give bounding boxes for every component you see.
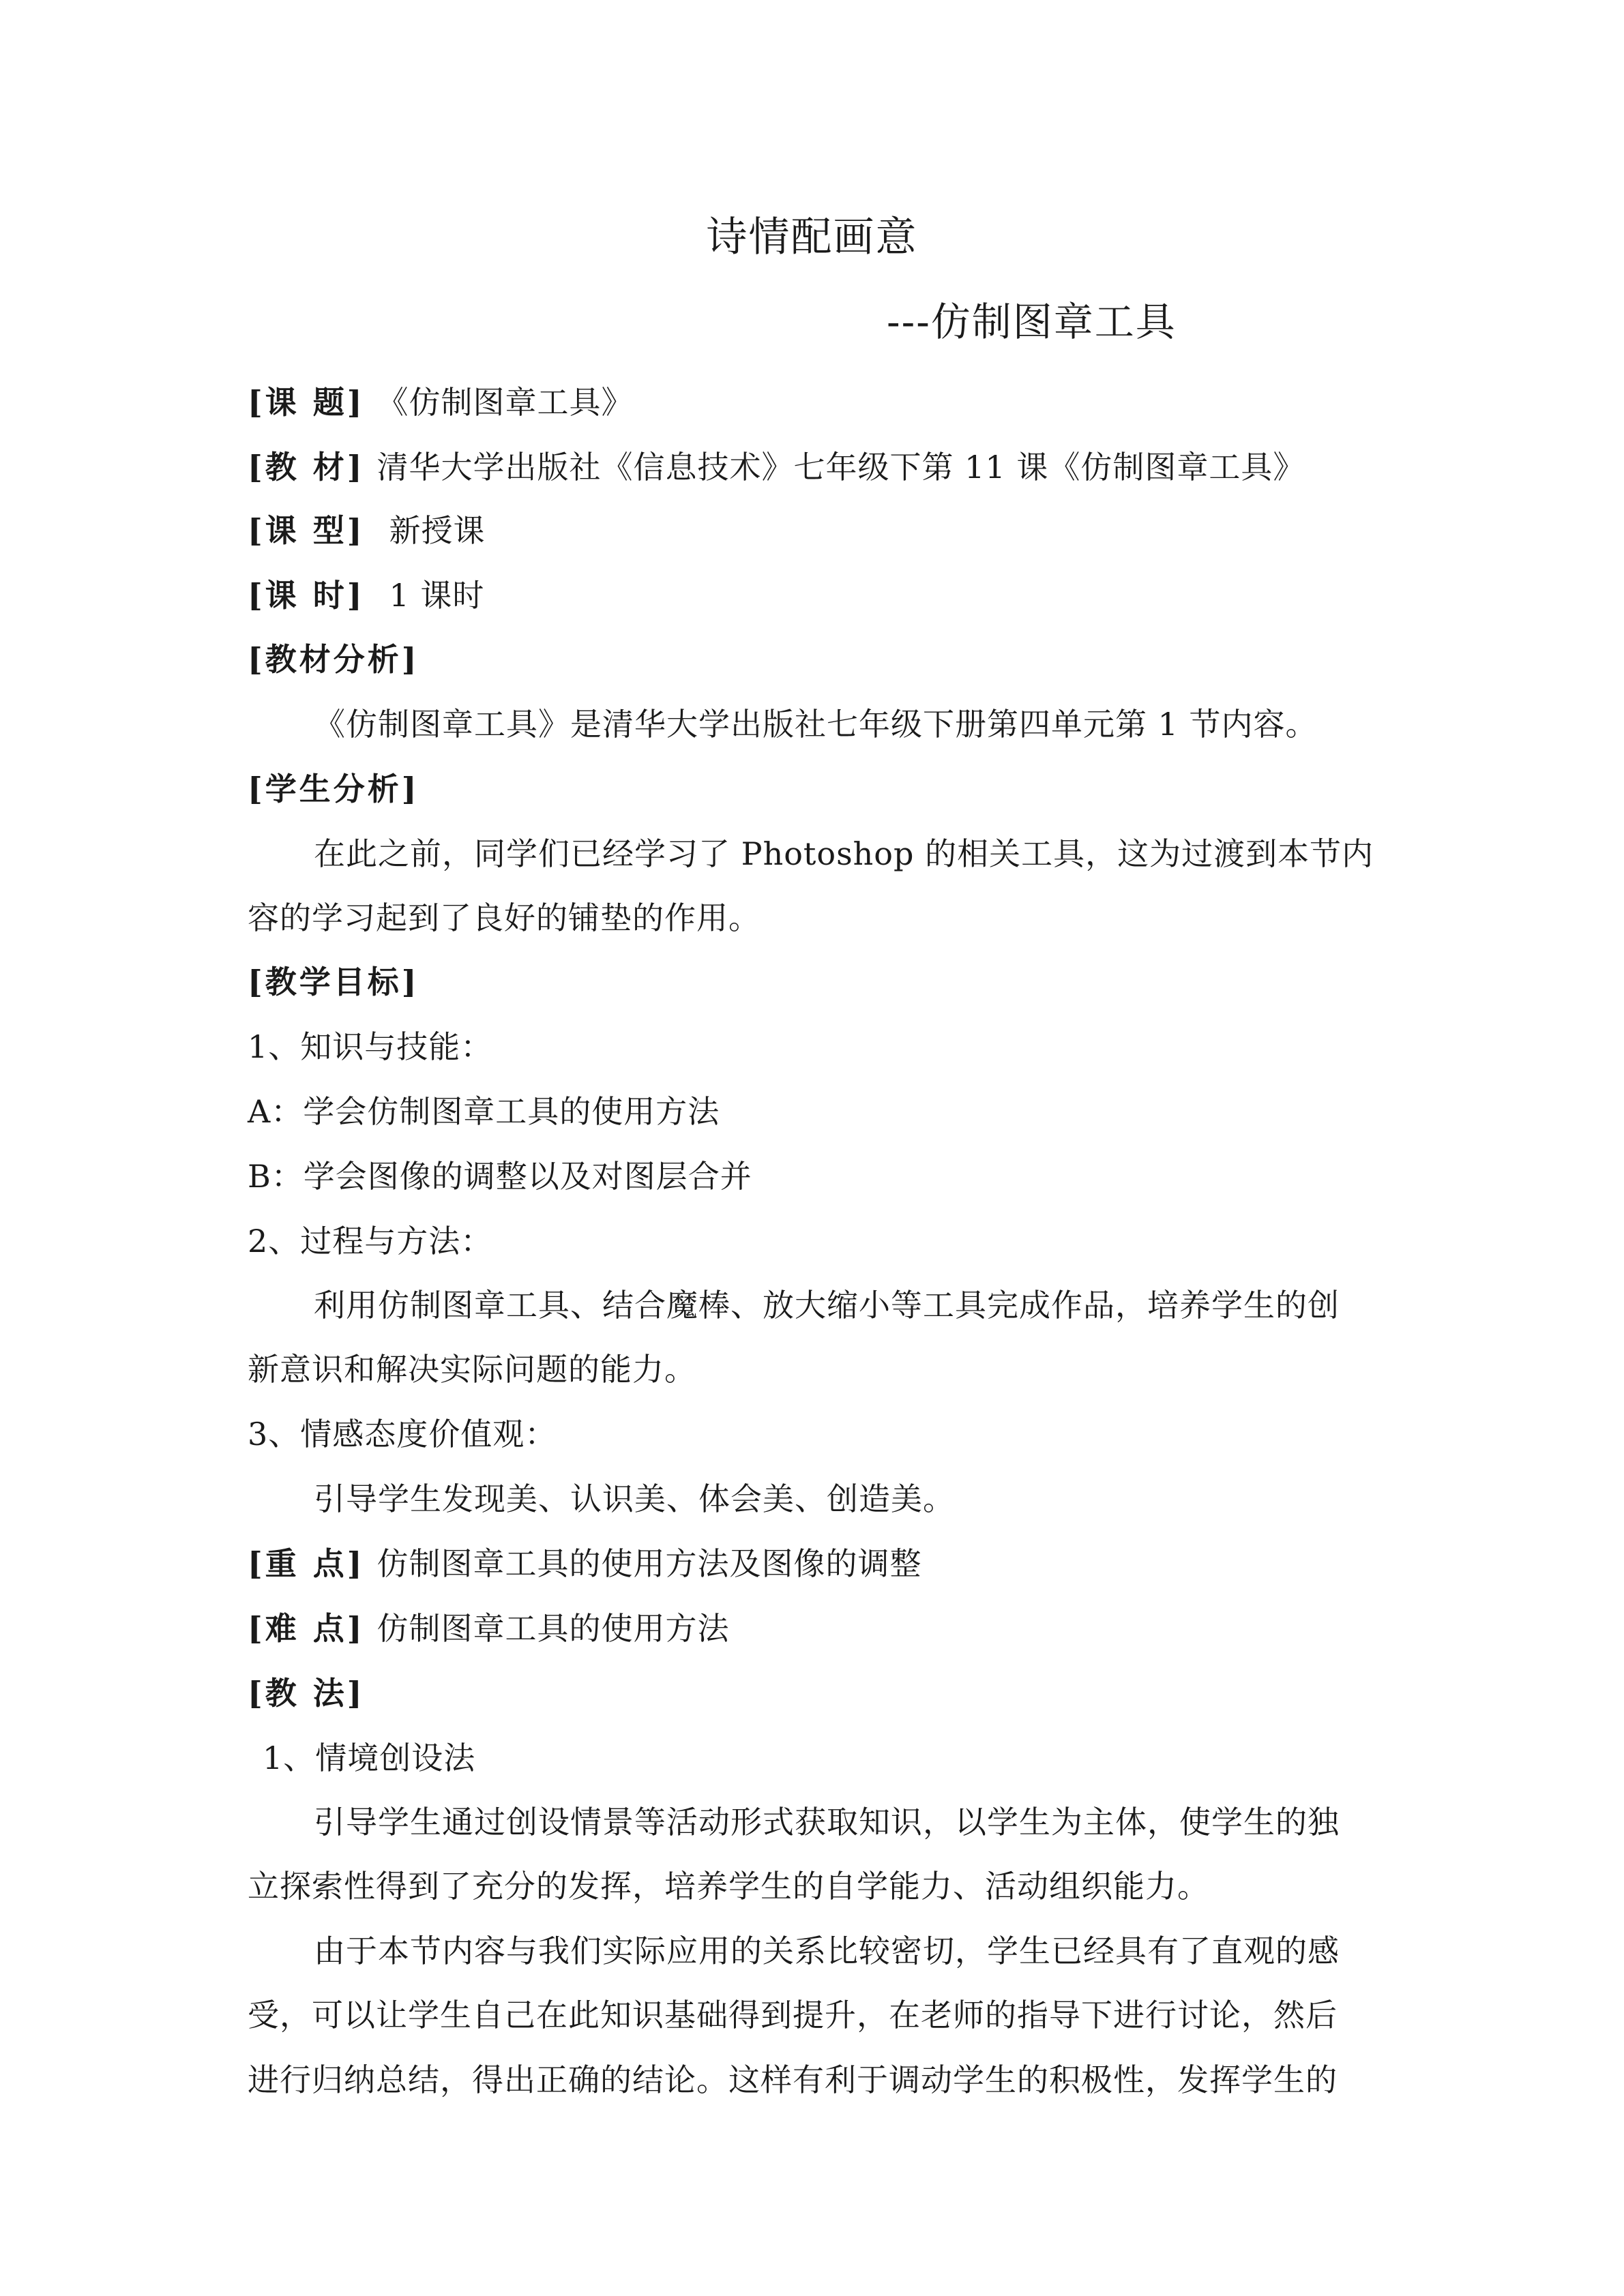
material-analysis-heading: [教材分析] [248,641,419,678]
material-analysis-text: 《仿制图章工具》是清华大学出版社七年级下册第四单元第 1 节内容。 [314,706,1318,743]
objective-3-title: 3、情感态度价值观： [248,1416,557,1452]
hours-value: 1 课时 [389,577,485,614]
objective-2-line-1: 利用仿制图章工具、结合魔棒、放大缩小等工具完成作品，培养学生的创 [314,1287,1340,1324]
method-2-line-2: 受，可以让学生自己在此知识基础得到提升，在老师的指导下进行讨论，然后 [248,1997,1338,2033]
method-2-line-1: 由于本节内容与我们实际应用的关系比较密切，学生已经具有了直观的感 [314,1933,1340,1969]
difficult-point-label: [难 点] [248,1610,365,1647]
hours-label: [课 时] [248,577,365,614]
objective-3-line-1: 引导学生发现美、认识美、体会美、创造美。 [314,1480,955,1517]
textbook-label: [教 材] [248,449,365,486]
objective-2-line-2: 新意识和解决实际问题的能力。 [248,1351,696,1388]
topic-value: 《仿制图章工具》 [377,384,634,421]
key-point-row [248,1543,922,1584]
objective-1-b: B：学会图像的调整以及对图层合并 [248,1158,752,1195]
key-point-label: [重 点] [248,1545,365,1582]
objective-1-a: A：学会仿制图章工具的使用方法 [248,1093,720,1130]
key-point-value: 仿制图章工具的使用方法及图像的调整 [377,1545,922,1582]
difficult-point-value: 仿制图章工具的使用方法 [377,1610,730,1647]
lesson-type-row [248,510,486,551]
method-2-line-3: 进行归纳总结，得出正确的结论。这样有利于调动学生的积极性，发挥学生的 [248,2061,1338,2098]
objectives-heading: [教学目标] [248,964,419,1000]
hours-row [248,575,484,616]
document-title: 诗情配画意 [706,213,918,261]
topic-label: [课 题] [248,384,365,421]
objective-2-title: 2、过程与方法： [248,1223,493,1259]
document-subtitle: ---仿制图章工具 [887,299,1177,345]
student-analysis-line-2: 容的学习起到了良好的铺垫的作用。 [248,899,761,936]
lesson-type-label: [课 型] [248,512,365,549]
method-1-title: 1、情境创设法 [263,1740,476,1776]
textbook-value: 清华大学出版社《信息技术》七年级下第 11 课《仿制图章工具》 [377,449,1305,486]
method-heading: [教 法] [248,1675,365,1712]
method-1-line-1: 引导学生通过创设情景等活动形式获取知识，以学生为主体，使学生的独 [314,1804,1340,1840]
method-1-line-2: 立探索性得到了充分的发挥，培养学生的自学能力、活动组织能力。 [248,1868,1209,1905]
topic-row [248,382,634,423]
student-analysis-heading: [学生分析] [248,771,419,807]
difficult-point-row [248,1608,730,1649]
objective-1-title: 1、知识与技能： [248,1028,493,1065]
textbook-row [248,447,1305,488]
student-analysis-line-1: 在此之前，同学们已经学习了 Photoshop 的相关工具，这为过渡到本节内 [314,835,1374,872]
lesson-type-value: 新授课 [389,512,486,549]
